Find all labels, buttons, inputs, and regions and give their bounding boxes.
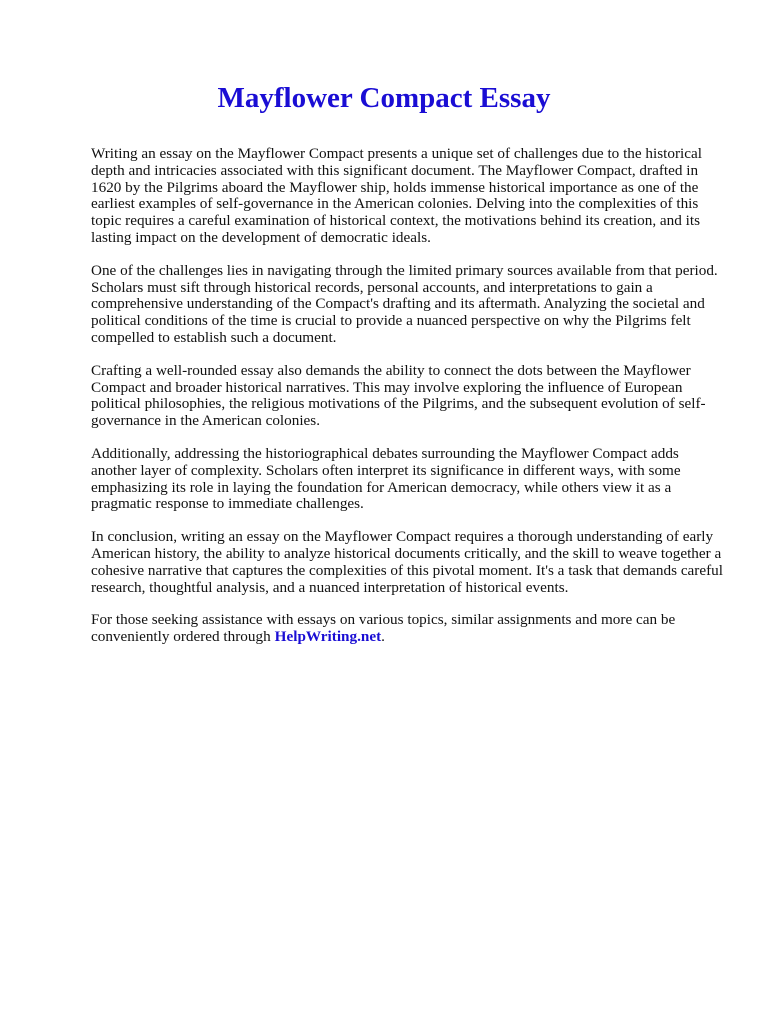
essay-body — [91, 146, 723, 662]
closing-text: For those seeking assistance with essays on various topics, similar assignments and more can be conveniently ordered through — [91, 611, 676, 646]
closing-period: . — [381, 628, 385, 646]
page-title: Mayflower Compact Essay — [217, 82, 551, 114]
helpwriting-link[interactable]: HelpWriting.net — [274, 628, 382, 646]
paragraph-4: Additionally, addressing the historiographical debates surrounding the Mayflower Compact adds another layer of complexity. Scholars often interpret its significance in different ways, with some emphasizing its role in laying the foundation for American democracy, while others view it as a pragmatic response to immediate challenges. — [91, 444, 681, 513]
closing-paragraph — [91, 612, 723, 646]
paragraph-5: In conclusion, writing an essay on the Mayflower Compact requires a thorough understanding of early American history, the ability to analyze historical documents critically, and the skill to weave together a cohesive narrative that captures the complexities of this pivotal moment. It's a task that demands careful research, thoughtful analysis, and a nuanced interpretation of historical events. — [91, 528, 723, 596]
paragraph-1: Writing an essay on the Mayflower Compact presents a unique set of challenges due to the historical depth and intricacies associated with this significant document. The Mayflower Compact, drafted in 1620 by the Pilgrims aboard the Mayflower ship, holds immense historical importance as one of the earliest examples of self-governance in the American colonies. Delving into the complexities of this topic requires a careful examination of historical context, the motivations behind its creation, and its lasting impact on the development of democratic ideals. — [91, 145, 702, 246]
paragraph-2: One of the challenges lies in navigating through the limited primary sources available from that period. Scholars must sift through historical records, personal accounts, and interpretations to gain a comprehensive understanding of the Compact's drafting and its aftermath. Analyzing the societal and political conditions of the time is crucial to provide a nuanced perspective on why the Pilgrims felt compelled to establish such a document. — [91, 261, 718, 346]
paragraph-3: Crafting a well-rounded essay also demands the ability to connect the dots between the Mayflower Compact and broader historical narratives. This may involve exploring the influence of European political philosophies, the religious motivations of the Pilgrims, and the subsequent evolution of self-governance in the American colonies. — [91, 361, 706, 430]
